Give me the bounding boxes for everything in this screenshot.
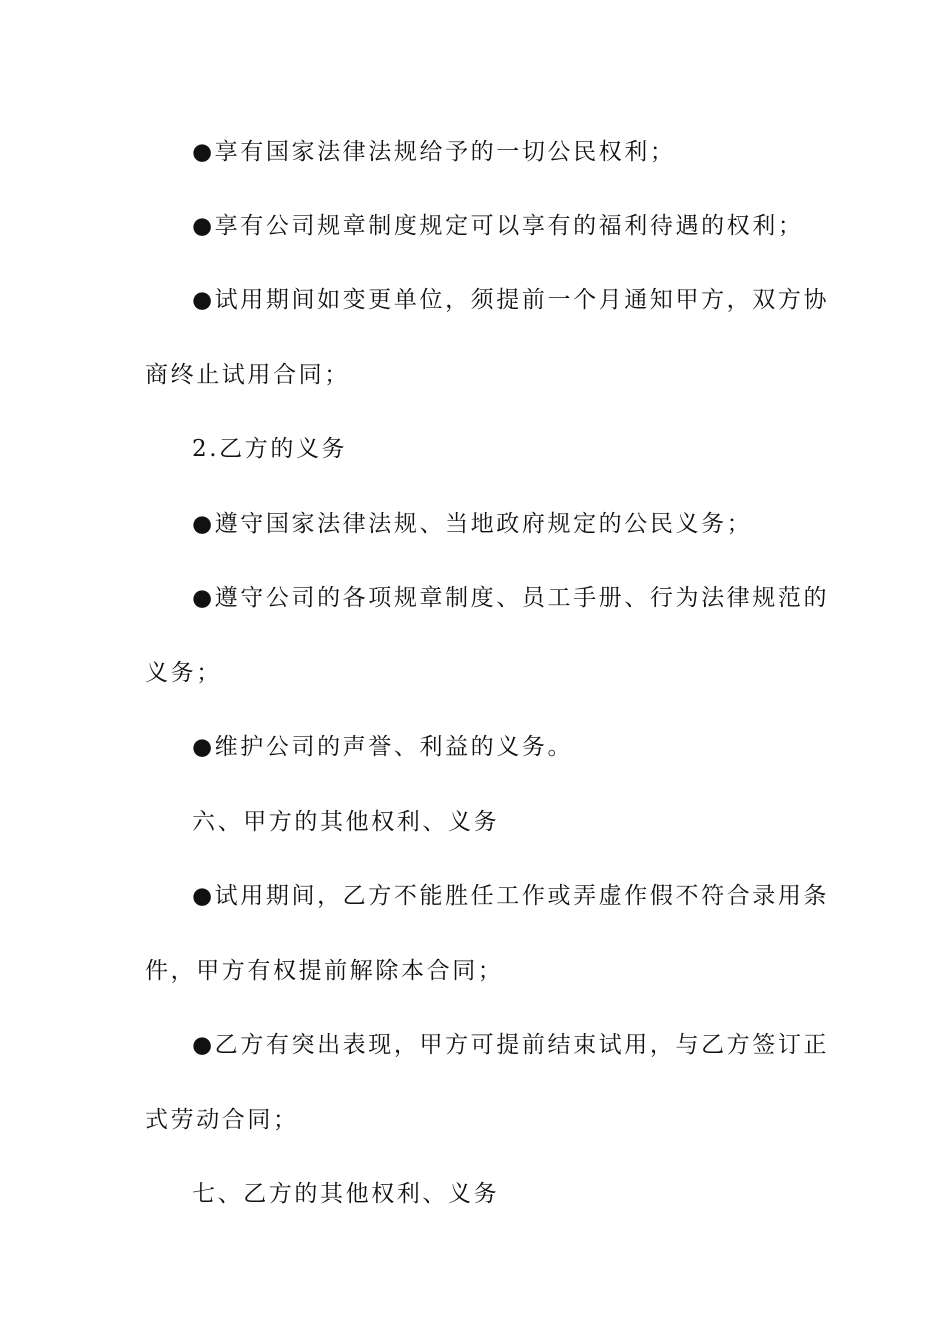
bullet-early-end-probation-line2: 式劳动合同； <box>145 1107 299 1133</box>
bullet-terminate-contract-line2: 件，甲方有权提前解除本合同； <box>145 958 504 984</box>
bullet-obey-laws: ●遵守国家法律法规、当地政府规定的公民义务； <box>192 511 753 537</box>
bullet-obey-company-rules-line2: 义务； <box>145 660 222 686</box>
bullet-right-civil-rights: ●享有国家法律法规给予的一切公民权利； <box>192 139 676 165</box>
bullet-right-company-benefits: ●享有公司规章制度规定可以享有的福利待遇的权利； <box>192 213 804 239</box>
section-heading-party-b-obligations: 2.乙方的义务 <box>192 436 348 462</box>
bullet-change-employer-line2: 商终止试用合同； <box>145 362 350 388</box>
bullet-early-end-probation-line1: ●乙方有突出表现，甲方可提前结束试用，与乙方签订正 <box>192 1032 830 1058</box>
bullet-obey-company-rules-line1: ●遵守公司的各项规章制度、员工手册、行为法律规范的 <box>192 585 830 611</box>
section-heading-party-b-other: 七、乙方的其他权利、义务 <box>192 1181 500 1207</box>
section-heading-party-a-other: 六、甲方的其他权利、义务 <box>192 809 500 835</box>
bullet-protect-reputation: ●维护公司的声誉、利益的义务。 <box>192 734 574 760</box>
bullet-terminate-contract-line1: ●试用期间，乙方不能胜任工作或弄虚作假不符合录用条 <box>192 883 830 909</box>
bullet-change-employer-line1: ●试用期间如变更单位，须提前一个月通知甲方，双方协 <box>192 287 830 313</box>
